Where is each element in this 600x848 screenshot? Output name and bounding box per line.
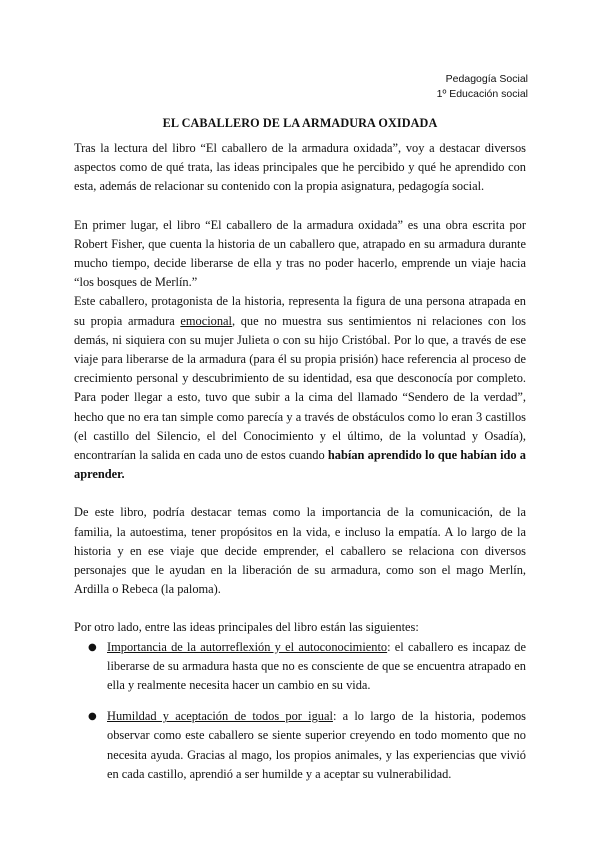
list-item [74, 638, 526, 696]
bullet-icon: ● [88, 641, 97, 653]
paragraph-intro: Tras la lectura del libro “El caballero de la armadura oxidada”, voy a destacar diversos aspectos como de qué trata, las ideas principales que he percibido y qué he aprendido con esta, además de relacionar su contenido con la propia asignatura, pedagogía social. [74, 141, 526, 194]
underlined-word: emocional [180, 313, 232, 328]
bold-phrase: habían aprendido lo que habían ido a aprender. [74, 448, 527, 482]
bullet-icon: ● [88, 711, 97, 723]
document-body [74, 139, 526, 784]
list-item [74, 707, 526, 784]
paragraph-main-ideas-intro: Por otro lado, entre las ideas principales del libro están las siguientes: [74, 620, 419, 635]
paragraph-themes: De este libro, podría destacar temas como la importancia de la comunicación, de la familia, la autoestima, tener propósitos en la vida, e incluso la empatía. A lo largo de la historia y en ese viaje que decide emprender, el caballero se relaciona con diversos personajes que le ayudan en la liberación de su armadura, como son el mago Merlín, Ardilla o Rebeca (la paloma). [74, 505, 526, 597]
paragraph-protagonist-text-b: , que no muestra sus sentimientos ni relaciones con los demás, ni siquiera con su mujer Julieta o con su hijo Cristóbal. Por lo que, a través de ese viaje para liberarse de la armadura (para él su propia prisión) hace referencia al proceso de crecimiento personal y descubrimiento de su identidad, esa que desconocía por completo. Para poder llegar a esto, tuvo que subir a la cima del llamado “Sendero de la verdad”, hecho que no era tan simple como parecía y a través de obstáculos como lo eran 3 castillos (el castillo del Silencio, el del Conocimiento y el último, de la voluntad y Osadía), encontrarían la salida en cada uno de estos cuando [74, 313, 527, 463]
paragraph-summary: En primer lugar, el libro “El caballero de la armadura oxidada” es una obra escrita por Robert Fisher, que cuenta la historia de un caballero que, atrapado en su armadura durante mucho tiempo, decide liberarse de ella y tras no poder hacerlo, emprende un viaje hacia “los bosques de Merlín.” [74, 217, 526, 290]
main-ideas-list [74, 638, 526, 784]
paragraph-protagonist [74, 292, 526, 484]
header-course: 1º Educación social [436, 88, 528, 100]
list-item-heading: Humildad y aceptación de todos por igual [107, 709, 333, 724]
list-item-text: : a lo largo de la historia, podemos observar como este caballero se siente superior creyendo en todo momento que no necesita ayuda. Gracias al mago, los propios animales, y las experiencias que vivió en cada castillo, aprendió a ser humilde y a aceptar su vulnerabilidad. [107, 709, 526, 781]
header-subject: Pedagogía Social [445, 73, 528, 85]
list-item-text: : el caballero es incapaz de liberarse de su armadura hasta que no es consciente de que se encuentra atrapado en ella y realmente necesita hacer un cambio en su vida. [107, 639, 526, 693]
document-title: EL CABALLERO DE LA ARMADURA OXIDADA [162, 116, 438, 130]
list-item-heading: Importancia de la autorreflexión y el autoconocimiento [107, 639, 388, 654]
paragraph-protagonist-text-a: Este caballero, protagonista de la historia, representa la figura de una persona atrapada en su propia armadura [74, 294, 526, 328]
document-header [437, 72, 528, 102]
